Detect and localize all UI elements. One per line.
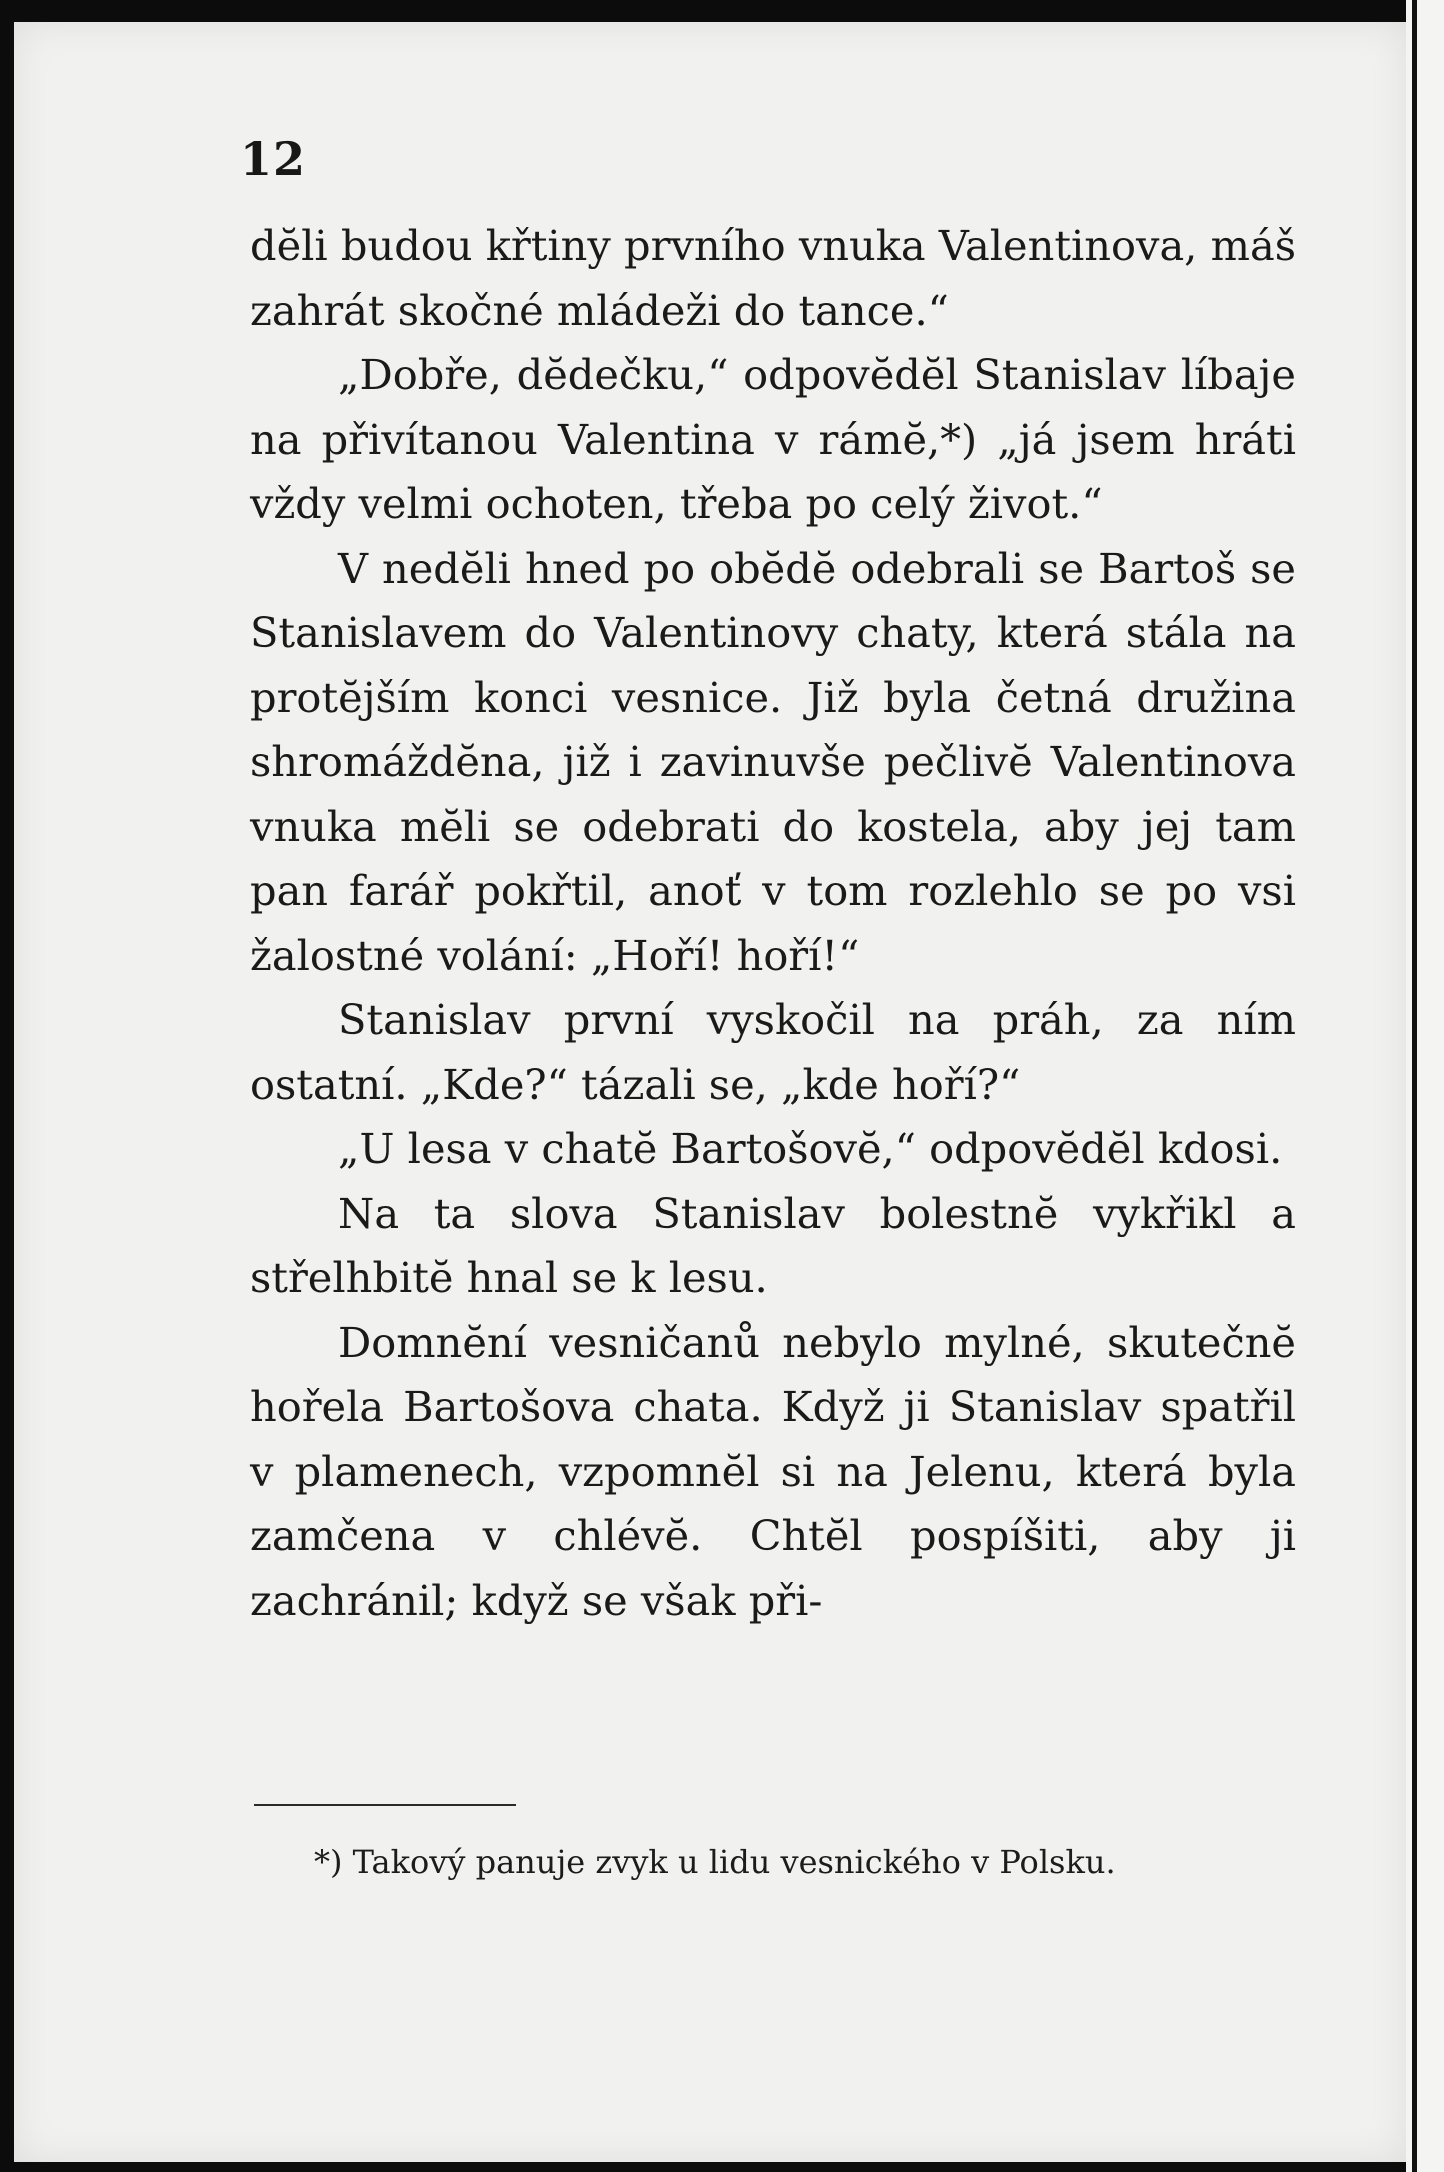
paragraph-5: „U lesa v chatĕ Bartošovĕ,“ odpovĕdĕl kdosi. <box>338 1124 1283 1173</box>
page-number: 12 <box>240 132 307 186</box>
book-page <box>14 22 1406 2162</box>
paragraph-4: Stanislav první vyskočil na práh, za ním ostatní. „Kde?“ tázali se, „kde hoří?“ <box>250 995 1296 1109</box>
paragraph-1: dĕli budou křtiny prvního vnuka Valentinova, máš zahrát skočné mládeži do tance.“ <box>250 221 1296 335</box>
footnote-divider <box>254 1804 516 1806</box>
paragraph-3: V nedĕli hned po obĕdĕ odebrali se Bartoš se Stanislavem do Valentinovy chaty, která stála na protĕjším konci vesnice. Již byla četná družina shromáždĕna, již i zavinuvše pečlivĕ Valentinova vnuka mĕli se odebrati do kostela, aby jej tam pan farář pokřtil, anoť v tom rozlehlo se po vsi žalostné volání: „Hoří! hoří!“ <box>250 543 1296 980</box>
paragraph-2: „Dobře, dĕdečku,“ odpovĕdĕl Stanislav líbaje na přivítanou Valentina v rámĕ,*) „já jsem hráti vždy velmi ochoten, třeba po celý život.“ <box>250 350 1296 528</box>
footnote: *) Takový panuje zvyk u lidu vesnického v Polsku. <box>314 1843 1116 1881</box>
body-text <box>250 214 1296 1633</box>
paragraph-6: Na ta slova Stanislav bolestnĕ vykřikl a střelhbitĕ hnal se k lesu. <box>250 1188 1296 1302</box>
paragraph-7: Domnĕní vesničanů nebylo mylné, skutečnĕ hořela Bartošova chata. Když ji Stanislav spatřil v plamenech, vzpomnĕl si na Jelenu, která byla zamčena v chlévĕ. Chtĕl pospíšiti, aby ji zachránil; když se však při- <box>250 1317 1296 1625</box>
page-edge-rule <box>1406 0 1444 2172</box>
